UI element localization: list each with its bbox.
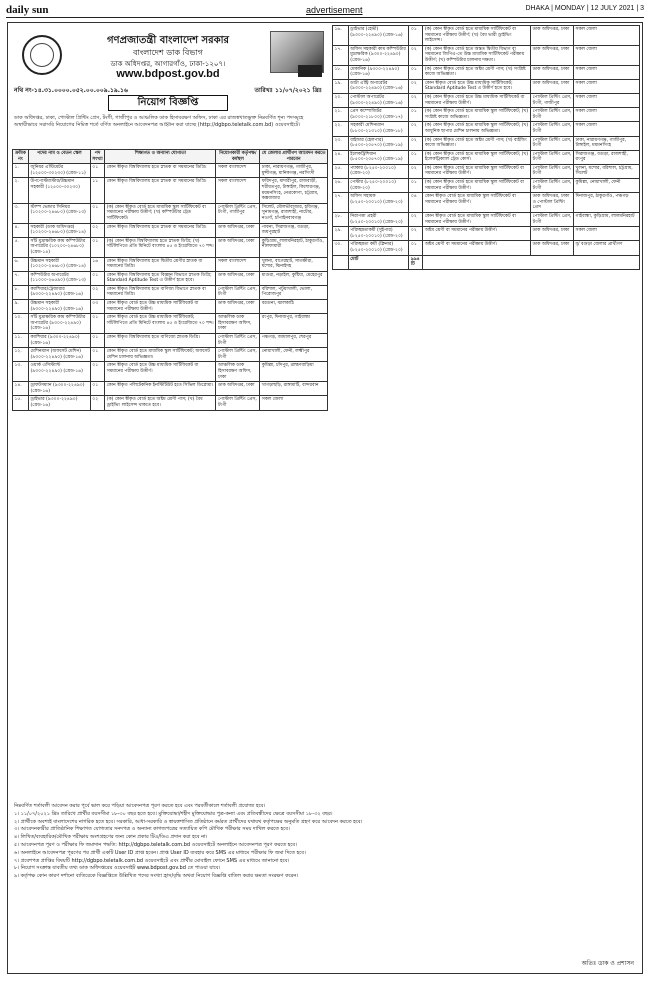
table-cell: জুনিয়র এস্টিমেটর (১২৫০০-৩০২৩০) (গ্রেড-১১) (28, 164, 90, 178)
table-cell: ২০. (333, 93, 349, 107)
table-cell: পোস্টাল প্রিন্টিং প্রেস, টংগী (216, 334, 260, 348)
condition-item: ৭। প্রবেশপত্র প্রাপ্তির বিষয়টি http://dgbpo.teletalk.com.bd ওয়েবসাইটে এবং প্রার্থীর মোবাইল ফোনে SMS এর মাধ্যমে জানানো হবে। (14, 857, 290, 864)
table-cell: ডাক অধিদপ্তর, ঢাকা (216, 271, 260, 285)
table-cell: ডাটা এন্ট্রি অপারেটর (৯৩০০-২২৪৯০) (গ্রেড-১৬) (348, 79, 409, 93)
table-row (13, 396, 328, 410)
memo-date: তারিখঃ ১১/০৭/২০২১ খ্রিঃ (254, 87, 322, 94)
table-cell: উচ্চমান সহকারী (১০২০০-২৪৬৮০) (গ্রেড-১৪) (28, 257, 90, 271)
table-cell: ১৩. (13, 362, 29, 382)
table-cell: ২৯. (333, 227, 349, 241)
table-header-cell: পদের নাম ও বেতন স্কেল (28, 150, 90, 164)
table-cell: কম্পিউটার অপারেটর (১১০০০-২৬৫৯০) (গ্রেড-১৩) (28, 271, 90, 285)
table-cell: সকল বাংলাদেশ (216, 257, 260, 271)
table-cell: ১০. (13, 314, 29, 334)
table-cell: ০২ (409, 136, 423, 150)
table-row (333, 122, 640, 136)
table-cell: মেশিনম্যান (অফসেট মেশিন) (৯৩০০-২২৪৯০) (গ্রেড-১৬) (28, 348, 90, 362)
table-cell: ২২. (333, 122, 349, 136)
table-cell: প্রেস কম্পোজিটর (৯০০০-২১৮০০) (গ্রেড-১৭) (348, 108, 409, 122)
table-cell: ডাক অধিদপ্তর, ঢাকা (216, 382, 260, 396)
table-cell: ১. (13, 164, 29, 178)
table-row (333, 93, 640, 107)
table-cell: ড্রাফটসম্যান (৯৩০০-২২৪৯০) (গ্রেড-১৬) (28, 382, 90, 396)
table-cell: সকল জেলা (574, 65, 640, 79)
table-cell: ডাক অধিদপ্তর, ঢাকা (531, 26, 574, 46)
condition-item: ৯। কর্তৃপক্ষ কোন কারণ দর্শানো ব্যতিরেকে বিজ্ঞপ্তিতে উল্লিখিত পদের সংখ্যা হ্রাস/বৃদ্ধি অথবা নিয়োগ বিজ্ঞপ্তি বাতিল করার ক্ষমতা সংরক্ষণ করেন। (14, 873, 299, 880)
table-row (13, 164, 328, 178)
table-cell: ১১. (13, 334, 29, 348)
table-cell: পোস্টাল প্রিন্টিং প্রেস, টংগী, গাজীপুর (216, 203, 260, 223)
table-cell: ০১ (90, 382, 104, 396)
table-cell: নোয়াখালী, ফেনী, লক্ষ্মীপুর (260, 348, 328, 362)
table-cell: ০১ (90, 164, 104, 178)
table-cell: ০২ (409, 227, 423, 241)
table-row (333, 65, 640, 79)
table-cell: ০২ (409, 164, 423, 178)
table-cell: গাইবান্ধা, কুড়িগ্রাম, লালমনিরহাট (574, 213, 640, 227)
table-cell: ডাক অধিদপ্তর, ঢাকা (216, 300, 260, 314)
table-cell: বৃ/ বগুড়া জেলার প্রার্থীগণ (574, 241, 640, 255)
table-row (13, 223, 328, 237)
table-cell: ০১ (409, 150, 423, 164)
table-cell: ০১ (409, 26, 423, 46)
table-cell: কোন স্বীকৃত বিশ্ববিদ্যালয় হতে দ্বিতীয় শ্রেণীর স্নাতক বা সমমানের ডিগ্রি। (105, 257, 216, 271)
signature-line: অতিঃ ডাক ও প্রশাসন (581, 960, 634, 967)
table-cell: কোন স্বীকৃত বোর্ড হতে উচ্চ মাধ্যমিক সার্টিফিকেট; সাঁটলিপিতে প্রতি মিনিটে বাংলায় ৪৫ ও ইংরেজিতে ৭০ শব্দ। (105, 314, 216, 334)
table-cell: ১৭. (333, 45, 349, 65)
table-cell: পোস্টাল প্রিন্টিং প্রেস, টংগী (216, 396, 260, 410)
table-cell: ০১ (409, 179, 423, 193)
table-cell: সকল জেলা (574, 93, 640, 107)
table-cell: ফরিদপুর, মাদারীপুর, রাজবাড়ী, শরীয়তপুর, টাঙ্গাইল, কিশোরগঞ্জ, ময়মনসিংহ, নেত্রকোণা, চট্টগ্রাম, কক্সবাজার (260, 178, 328, 203)
table-cell: ০১ (90, 203, 104, 223)
table-row (13, 382, 328, 396)
table-cell: ০৩ (90, 300, 104, 314)
table-cell: সকল জেলা (574, 122, 640, 136)
table-cell: কুড়িগ্রাম, লালমনিরহাট, ঠাকুরগাঁও, নীলফামারী (260, 237, 328, 257)
table-cell: (ক) কোন স্বীকৃত বোর্ড হতে মাধ্যমিক স্কুল সার্টিফিকেট বা সমমানের পরীক্ষায় উত্তীর্ণ। (423, 179, 531, 193)
table-cell: ০১ (90, 237, 104, 257)
table-cell: সহকারী মেশিনম্যান (৮৮০০-২১৩১০) (গ্রেড-১৮) (348, 122, 409, 136)
table-cell: পাবনা, সিরাজগঞ্জ, বগুড়া, জয়পুরহাট (260, 223, 328, 237)
table-cell: ডাক অধিদপ্তর, ঢাকা (531, 227, 574, 241)
table-row (333, 241, 640, 255)
table-cell: সাঁট মুদ্রাক্ষরিক কাম কম্পিউটার অপারেটর (৯৩০০-২২৪৯০) (গ্রেড-১৬) (28, 314, 90, 334)
table-row (13, 237, 328, 257)
table-cell: সকল বাংলাদেশ (216, 178, 260, 203)
table-cell: পরিচ্ছন্নতাকর্মী (সুইপার) (৮২৫০-২০০১০) (গ্রেড-২০) (348, 227, 409, 241)
website-link[interactable]: www.bdpost.gov.bd (116, 68, 220, 80)
table-cell: সকল জেলা (260, 396, 328, 410)
table-cell: ০১ (90, 314, 104, 334)
table-cell: ০২ (409, 122, 423, 136)
table-cell: কোন স্বীকৃত বিশ্ববিদ্যালয় হতে স্নাতক বা সমমানের ডিগ্রি। (105, 178, 216, 203)
table-cell (423, 255, 640, 269)
table-cell: ০২ (409, 45, 423, 65)
table-cell: ওয়ার্ক এসিস্ট্যান্ট (৯৩০০-২২৪৯০) (গ্রেড-১৬) (28, 362, 90, 382)
table-row (333, 193, 640, 213)
table-cell: (ক) কোন স্বীকৃত বোর্ড হতে অষ্টম শ্রেণী পাস; (খ) বাইন্ডিং কাজে অভিজ্ঞতা। (423, 136, 531, 150)
table-cell: ৮. (13, 285, 29, 299)
table-row (13, 314, 328, 334)
table-cell: (ক) কোন স্বীকৃত বোর্ড হতে অন্তত দ্বিতীয় বিভাগ বা সমমানের জিপিএ-তে উচ্চ মাধ্যমিক সার্টিফিকেট পরীক্ষায় উত্তীর্ণ; (খ) কম্পিউটার চালনায় দক্ষতা। (423, 45, 531, 65)
table-cell: ৫. (13, 237, 29, 257)
department-name: বাংলাদেশ ডাক বিভাগ (133, 48, 203, 57)
table-cell: ডাক অধিদপ্তর, ঢাকা ও পোস্টাল প্রিন্টিং প্রেস (531, 193, 574, 213)
table-cell: (ক) কোন স্বীকৃত বোর্ড হতে মাধ্যমিক স্কুল সার্টিফিকেট বা সমমানের পরীক্ষায় উত্তীর্ণ; (খ) কম্পিউটার ট্রেড সার্টিফিকেট। (105, 203, 216, 223)
table-cell: ১৬. (333, 26, 349, 46)
terms-and-conditions (14, 803, 638, 881)
condition-item: ১। ১১/০৭/২০২১ খ্রিঃ তারিখে প্রার্থীর বয়সসীমা ১৮-৩০ বছর হতে হবে। মুক্তিযোদ্ধা/শহীদ মুক্তিযোদ্ধার পুত্র-কন্যা এবং প্রতিবন্ধীদের ক্ষেত্রে বয়সসীমা ১৮-৩২ বছর। (14, 810, 333, 817)
table-row (13, 257, 328, 271)
table-cell: পোস্টাল প্রিন্টিং প্রেস, টংগী (531, 150, 574, 164)
condition-item: ৫। আবেদনপত্র পূরণ ও পরীক্ষার ফি জমাদান পদ্ধতি: http://dgbpo.teletalk.com.bd ওয়েবসাইটে অনলাইনে আবেদনপত্র পূরণ করতে হবে। (14, 841, 297, 848)
intro-text: ডাক অধিদপ্তর, ঢাকা, পোস্টাল প্রিন্টিং প্রেস, টংগী, গাজীপুর ও আঞ্চলিক ডাক হিসাবরক্ষণ অফিস, ঢাকা এর রাজস্বখাতভুক্ত নিম্নবর্ণিত শূন্য পদসমূহে অস্থায়ীভাবে সরাসরি নিয়োগের নিমিত্ত শর্তে বর্ণিত অনলাইনে আবেদনপত্র আহ্বান করা যাচ্ছে (http://dgbpo.teletalk.com.bd) ওয়েবসাইটে। (14, 115, 304, 128)
table-cell: সকল জেলা (574, 26, 640, 46)
table-cell: ০৪ (409, 193, 423, 213)
table-cell: কোন স্বীকৃত বিশ্ববিদ্যালয় হতে স্নাতক বা সমমানের ডিগ্রি। (105, 164, 216, 178)
table-row (13, 178, 328, 203)
newspaper-masthead (6, 4, 644, 18)
table-cell: খাগড়াছড়ি, রাঙ্গামাটি, বান্দরবান (260, 382, 328, 396)
table-cell: ঢাকা, নারায়ণগঞ্জ, গাজীপুর, মুন্সীগঞ্জ, মানিকগঞ্জ, নরসিংদী (260, 164, 328, 178)
table-cell: ডাক অধিদপ্তর, ঢাকা (531, 45, 574, 65)
table-cell: (ক) কোন স্বীকৃত বোর্ড হতে মাধ্যমিক স্কুল সার্টিফিকেট; (খ) ইলেকট্রিক্যাল ট্রেড কোর্স। (423, 150, 531, 164)
table-cell: ১১ (90, 178, 104, 203)
table-row (13, 334, 328, 348)
government-name: গণপ্রজাতন্ত্রী বাংলাদেশ সরকার (107, 35, 229, 46)
table-row (333, 45, 640, 65)
table-cell: উচ্চমান সহকারী (৯৩০০-২২৪৯০) (গ্রেড-১৬) (28, 300, 90, 314)
table-cell: পরিচ্ছন্নতা কর্মী (ক্লিনার) (৮২৫০-২০০১০) (গ্রেড-২০) (348, 241, 409, 255)
table-cell: ২৪. (333, 150, 349, 164)
table-cell: (ক) কোন স্বীকৃত বোর্ড হতে মাধ্যমিক সার্টিফিকেট বা সমমানের পরীক্ষায় উত্তীর্ণ; (খ) বৈধ ভারী ড্রাইভিং লাইসেন্স। (423, 26, 531, 46)
table-cell: পোস্টাল প্রিন্টিং প্রেস, টংগী (531, 108, 574, 122)
table-cell: ০২ (409, 79, 423, 93)
table-cell: ৭. (13, 271, 29, 285)
table-cell: ০২ (90, 223, 104, 237)
table-cell: খুলনা, বাগেরহাট, সাতক্ষীরা, যশোর, ঝিনাইদহ (260, 257, 328, 271)
table-cell: সকল জেলা (574, 79, 640, 93)
table-cell: ইলেকট্রিশিয়ান (৮৫০০-২০৫৭০) (গ্রেড-১৯) (348, 150, 409, 164)
condition-item: নিম্নবর্ণিত শর্তাবলী আবেদন করার পূর্বে ভাল করে পড়িয়া আবেদনপত্র পূরণ করতে হবে এবং পরবর্তীকালে শর্তাবলী প্রযোজ্য হবে। (14, 803, 266, 809)
table-cell: কুমিল্লা, চাঁদপুর, ব্রাহ্মণবাড়িয়া (260, 362, 328, 382)
condition-item: ৬। অনলাইনে আবেদনপত্র পূরণের পর প্রার্থী একটি User ID প্রাপ্ত হবেন। প্রাপ্ত User ID ব্যবহার করে SMS এর মাধ্যমে পরীক্ষার ফি জমা দিতে হবে। (14, 849, 306, 856)
table-cell: কোন স্বীকৃত বিশ্ববিদ্যালয় হতে স্নাতক বা সমমানের ডিগ্রি। (105, 223, 216, 237)
table-cell: ডাক অধিদপ্তর, ঢাকা (531, 79, 574, 93)
vacancy-table-left (12, 149, 328, 411)
table-cell: আঞ্চলিক ডাক হিসাবরক্ষণ অফিস, ঢাকা (216, 362, 260, 382)
table-row (333, 26, 640, 46)
memo-number: নথি নং-১৪.৩১.০০০০.০৫২.০০.০০৯.১৯.১৬ (14, 87, 128, 94)
table-cell: (ক) কোন স্বীকৃত বোর্ড হতে অষ্টম শ্রেণী পাস; (খ) সংশ্লিষ্ট কাজে অভিজ্ঞতা। (423, 65, 531, 79)
table-cell: পোস্টাল অপারেটর (৯৩০০-২২৪৯০) (গ্রেড-১৬) (348, 93, 409, 107)
table-cell: পেস্টার (৮২৫০-২০০১০) (গ্রেড-২০) (348, 179, 409, 193)
table-row (333, 164, 640, 178)
table-cell: ২১. (333, 108, 349, 122)
table-row (13, 300, 328, 314)
department-address: ডাক অধিদপ্তর, আগারগাঁও, ঢাকা-১২০৭। (110, 60, 226, 68)
table-cell: ঢাকা, নারায়ণগঞ্জ, গাজীপুর, টাঙ্গাইল, ময়মনসিংহ (574, 136, 640, 150)
table-cell: ডাক অধিদপ্তর, ঢাকা (531, 241, 574, 255)
table-cell: কোন স্বীকৃত বিশ্ববিদ্যালয় হতে বাণিজ্য বিভাগে স্নাতক বা সমমানের ডিগ্রি। (105, 285, 216, 299)
table-cell: ৬. (13, 257, 29, 271)
table-cell: বরিশাল, পটুয়াখালী, ভোলা, পিরোজপুর (260, 285, 328, 299)
table-cell: সিলেট, মৌলভীবাজার, হবিগঞ্জ, সুনামগঞ্জ, রাজশাহী, নাটোর, নওগাঁ, চাঁপাইনবাবগঞ্জ (260, 203, 328, 223)
table-cell: কোন স্বীকৃত বোর্ড হতে মাধ্যমিক স্কুল সার্টিফিকেট; অফসেট মেশিন চালনায় অভিজ্ঞতা। (105, 348, 216, 362)
table-cell: ১৬ (90, 257, 104, 271)
table-cell: ০২ (90, 285, 104, 299)
table-cell: পোস্টাল প্রিন্টিং প্রেস, টংগী (531, 164, 574, 178)
table-row (333, 108, 640, 122)
table-row (13, 348, 328, 362)
table-cell: ২. (13, 178, 29, 203)
table-cell: (ক) কোন স্বীকৃত বোর্ড হতে মাধ্যমিক স্কুল সার্টিফিকেট; (খ) সংশ্লিষ্ট কাজে অভিজ্ঞতা। (423, 108, 531, 122)
table-cell: (ক) কোন স্বীকৃত বোর্ড হতে উচ্চ মাধ্যমিক সার্টিফিকেট বা সমমানের পরীক্ষায় উত্তীর্ণ। (423, 93, 531, 107)
table-row (13, 285, 328, 299)
condition-item: ২। প্রার্থীকে অবশ্যই বাংলাদেশের নাগরিক হতে হবে। সরকারি, আধা-সরকারি ও স্বায়ত্তশাসিত প্রতিষ্ঠানে কর্মরত প্রার্থীদের যথাযথ কর্তৃপক্ষের অনুমতি গ্রহণ করে আবেদন করতে হবে। (14, 818, 363, 825)
table-cell: উপপোস্টমাস্টার/উচ্চমান সহকারী (১২৫০০-৩০২৩০) (28, 178, 90, 203)
table-cell: কোন স্বীকৃত পলিটেকনিক ইনস্টিটিউট হতে সিভিল ডিপ্লোমা। (105, 382, 216, 396)
mujib-year-emblem-icon (298, 65, 322, 77)
table-cell: কোন স্বীকৃত বোর্ড হতে উচ্চ মাধ্যমিক সার্টিফিকেট বা সমমানের পরীক্ষায় উত্তীর্ণ। (105, 300, 216, 314)
table-cell: ৪. (13, 223, 29, 237)
condition-item: ৪। লিখিত/ব্যবহারিক/মৌখিক পরীক্ষায় অংশগ্রহণের জন্য কোন প্রকার টিএ/ডিএ প্রদান করা হবে না। (14, 834, 208, 841)
table-cell: পোস্টাল প্রিন্টিং প্রেস, টংগী (531, 213, 574, 227)
table-cell: সাঁট মুদ্রাক্ষরিক কাম কম্পিউটার অপারেটর (১০২০০-২৪৬৮০) (গ্রেড-১৪) (28, 237, 90, 257)
table-cell: পোস্টাল প্রিন্টিং প্রেস, টংগী (216, 285, 260, 299)
table-cell: স্টাম্প ভেন্ডার সিনিয়র (১০২০০-২৪৬৮০) (গ্রেড-১৩) (28, 203, 90, 223)
table-row (13, 271, 328, 285)
table-cell: পোস্টাল প্রিন্টিং প্রেস, টংগী (531, 122, 574, 136)
table-cell: ১৫. (13, 396, 29, 410)
table-cell: ৯. (13, 300, 29, 314)
table-cell: (ক) কোন স্বীকৃত বোর্ড হতে মাধ্যমিক স্কুল সার্টিফিকেট; (খ) আধুনিক ছাপার মেশিন চালনায় অভিজ্ঞতা। (423, 122, 531, 136)
table-row (333, 136, 640, 150)
vacancy-table-right (332, 25, 640, 270)
table-cell: কোন স্বীকৃত বিশ্ববিদ্যালয় হতে বিজ্ঞান বিভাগে স্নাতক ডিগ্রি; Standard Aptitude Test এ উত্তীর্ণ হতে হবে। (105, 271, 216, 285)
table-cell: ০১ (90, 271, 104, 285)
table-cell: পোস্টাল প্রিন্টিং প্রেস, টংগী (531, 136, 574, 150)
table-cell: নিরাপত্তা প্রহরী (৮২৫০-২০০১০) (গ্রেড-২০) (348, 213, 409, 227)
table-cell: কোন স্বীকৃত বোর্ড হতে মাধ্যমিক স্কুল সার্টিফিকেট বা সমমানের পরীক্ষায় উত্তীর্ণ। (423, 193, 531, 213)
condition-item: ৮। নিয়োগ সংক্রান্ত যাবতীয় তথ্য ডাক অধিদপ্তরের ওয়েবসাইট www.bdpost.gov.bd তে পাওয়া যাবে। (14, 865, 221, 872)
table-cell: ০১ (409, 108, 423, 122)
table-cell: বাইন্ডার (হেলপার) (৮৫০০-২০৫৭০) (গ্রেড-১৯) (348, 136, 409, 150)
table-cell: অষ্টম শ্রেণী বা সমমানের পরীক্ষায় উত্তীর্ণ। (423, 227, 531, 241)
table-cell: আঞ্চলিক ডাক হিসাবরক্ষণ অফিস, ঢাকা (216, 314, 260, 334)
table-cell: (ক) কোন স্বীকৃত বিশ্ববিদ্যালয় হতে স্নাতক ডিগ্রি; (খ) সাঁটলিপিতে প্রতি মিনিটে বাংলায় ৪৫ ও ইংরেজিতে ৭০ শব্দ। (105, 237, 216, 257)
table-cell: অফিস সহকারী কাম কম্পিউটার মুদ্রাক্ষরিক (৯৩০০-২২৪৯০) (গ্রেড-১৬) (348, 45, 409, 65)
table-cell: ২৮. (333, 213, 349, 227)
table-cell: দিনাজপুর, ঠাকুরগাঁও, পঞ্চগড় (574, 193, 640, 213)
table-cell: ১২. (13, 348, 29, 362)
table-cell: ক্যাশিয়ার/ট্রেজারার (৯৩০০-২২৪৯০) (গ্রেড-১৬) (28, 285, 90, 299)
table-header-cell: যে জেলার প্রার্থীগণ আবেদন করতে পারবেন (260, 150, 328, 164)
table-cell: ০১ (90, 362, 104, 382)
table-cell: বরগুনা, ঝালকাঠি (260, 300, 328, 314)
table-cell: ড্রাইভার (৯৩০০-২২৪৯০) (গ্রেড-১৬) (28, 396, 90, 410)
table-cell: ডাক অধিদপ্তর, ঢাকা (216, 223, 260, 237)
table-cell: ২৬. (333, 179, 349, 193)
table-row (333, 213, 640, 227)
table-cell: সকল জেলা (574, 227, 640, 241)
table-cell: ২৫. (333, 164, 349, 178)
condition-item: ৩। আবেদনকারীর প্রাতিষ্ঠানিক শিক্ষাগত যোগ্যতার সনদপত্র ও অন্যান্য কাগজপত্রের সত্যায়িত কপি মৌখিক পরীক্ষার সময় দাখিল করতে হবে। (14, 826, 290, 833)
table-cell: কুমিল্লা, নোয়াখালী, ফেনী (574, 179, 640, 193)
table-cell: প্যাকার (৮২৫০-২০০১০) (গ্রেড-২০) (348, 164, 409, 178)
table-cell: (ক) কোন স্বীকৃত বোর্ড হতে অষ্টম শ্রেণী পাস; (খ) বৈধ ড্রাইভিং লাইসেন্স থাকতে হবে। (105, 396, 216, 410)
total-row (333, 255, 640, 269)
table-cell: ০২ (90, 396, 104, 410)
table-cell: ১৯. (333, 79, 349, 93)
dateline: DHAKA | MONDAY | 12 JULY 2021 | 3 (525, 5, 644, 12)
table-cell: কোন স্বীকৃত বোর্ড হতে উচ্চ মাধ্যমিক সার্টিফিকেট বা সমমানের পরীক্ষায় উত্তীর্ণ। (105, 362, 216, 382)
table-cell: কোন স্বীকৃত বোর্ড হতে উচ্চ মাধ্যমিক সার্টিফিকেট; Standard Aptitude Test এ উত্তীর্ণ হতে হবে। (423, 79, 531, 93)
table-cell: কোন স্বীকৃত বিশ্ববিদ্যালয় হতে বাণিজ্যে স্নাতক ডিগ্রি। (105, 334, 216, 348)
notice-header (8, 23, 330, 143)
table-cell: ৩. (13, 203, 29, 223)
table-cell: খুলনা, যশোর, বরিশাল, চট্টগ্রাম, সিলেট (574, 164, 640, 178)
table-cell: ডাক অধিদপ্তর, ঢাকা (216, 237, 260, 257)
table-cell: ড্রাইভার (হেভী) (৯৩০০-২২৪৯০) (গ্রেড-১৬) (348, 26, 409, 46)
total-label: মোট (348, 255, 409, 269)
newspaper-brand: daily sun (6, 4, 49, 16)
notice-title: নিয়োগ বিজ্ঞপ্তি (108, 95, 228, 111)
table-cell: ৩০. (333, 241, 349, 255)
table-cell: ২৭. (333, 193, 349, 213)
table-cell: ডাক অধিদপ্তর, ঢাকা (531, 65, 574, 79)
table-cell: (ক) কোন স্বীকৃত বোর্ড হতে মাধ্যমিক স্কুল সার্টিফিকেট বা সমমানের পরীক্ষায় উত্তীর্ণ। (423, 164, 531, 178)
table-cell: ০১ (409, 241, 423, 255)
table-cell: সহকারী (ডাক অধিদপ্তর) (১০২০০-২৪৬৮০) (গ্রেড-১৪) (28, 223, 90, 237)
table-header-cell: নিয়োগকারী কর্তৃপক্ষ/কর্মস্থল (216, 150, 260, 164)
table-cell: অফিস সহায়ক (৮২৫০-২০০১০) (গ্রেড-২০) (348, 193, 409, 213)
table-cell: পঞ্চগড়, জামালপুর, শেরপুর (260, 334, 328, 348)
table-cell: ০২ (409, 213, 423, 227)
table-header-cell: ক্রমিক নং (13, 150, 29, 164)
table-cell: পোস্টাল প্রিন্টিং প্রেস, টংগী (531, 179, 574, 193)
table-cell: সকল জেলা (574, 108, 640, 122)
table-header-cell: শিক্ষাগত ও অন্যান্য যোগ্যতা (105, 150, 216, 164)
advertisement-page (7, 22, 643, 974)
table-row (333, 227, 640, 241)
table-cell (333, 255, 349, 269)
table-row (333, 150, 640, 164)
table-cell: অষ্টম শ্রেণী বা সমমানের পরীক্ষায় উত্তীর্ণ। (423, 241, 531, 255)
table-row (13, 362, 328, 382)
table-cell: সিরাজগঞ্জ, বগুড়া, রাজশাহী, রংপুর (574, 150, 640, 164)
post-department-logo-icon (22, 35, 62, 75)
total-value: ৯৯৪ টি (409, 255, 423, 269)
table-cell: সকল বাংলাদেশ (216, 164, 260, 178)
table-cell: সকল জেলা (574, 45, 640, 65)
table-cell: ০১ (90, 348, 104, 362)
table-cell: পোস্টাল প্রিন্টিং প্রেস, টংগী (216, 348, 260, 362)
table-cell: কোন স্বীকৃত বোর্ড হতে মাধ্যমিক স্কুল সার্টিফিকেট বা সমমানের পরীক্ষায় উত্তীর্ণ। (423, 213, 531, 227)
table-cell: ১৪. (13, 382, 29, 396)
table-row (13, 203, 328, 223)
table-header-cell: পদ সংখ্যা (90, 150, 104, 164)
table-cell: মেকানিক (৯৩০০-২২৪৯০) (গ্রেড-১৬) (348, 65, 409, 79)
table-cell: ০১ (90, 334, 104, 348)
table-cell: মাগুরা, নড়াইল, কুষ্টিয়া, মেহেরপুর (260, 271, 328, 285)
table-cell: ০২ (409, 93, 423, 107)
table-cell: রংপুর, দিনাজপুর, গাইবান্ধা (260, 314, 328, 334)
table-row (333, 179, 640, 193)
table-cell: পোস্টাল প্রিন্টিং প্রেস, টংগী, গাজীপুর (531, 93, 574, 107)
table-row (333, 79, 640, 93)
table-cell: ১৮. (333, 65, 349, 79)
table-cell: ক্যাশিয়ার (৯৩০০-২২৪৯০) (গ্রেড-১৬) (28, 334, 90, 348)
table-cell: ০১ (409, 65, 423, 79)
table-cell: ২৩. (333, 136, 349, 150)
section-label: advertisement (306, 5, 363, 15)
